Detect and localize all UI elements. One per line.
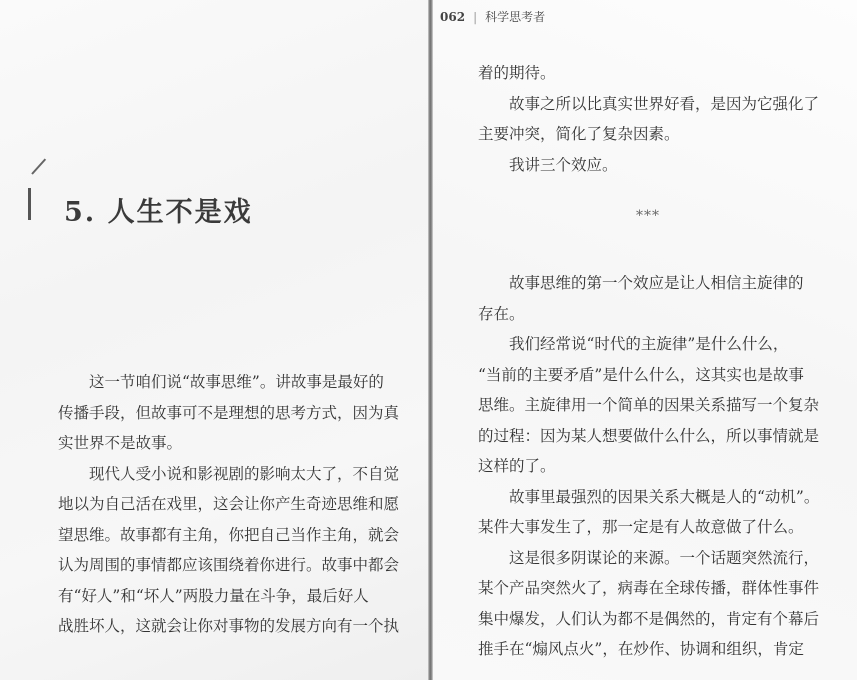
text-line: 我讲三个效应。 — [509, 155, 618, 174]
text-line: 望思维。故事都有主角，你把自己当作主角，就会 — [58, 525, 400, 544]
running-header — [440, 8, 545, 25]
text-line: 战胜坏人，这就会让你对事物的发展方向有一个执 — [58, 617, 400, 635]
text-line: 存在。 — [478, 304, 525, 323]
text-line: 这是很多阴谋论的来源。一个话题突然流行， — [509, 548, 820, 567]
text-line: 地以为自己活在戏里，这会让你产生奇迹思维和愿 — [58, 495, 400, 513]
chapter-mark-bar — [28, 188, 31, 220]
text-line: 传播手段，但故事可不是理想的思考方式，因为真 — [58, 403, 400, 422]
text-line: 故事思维的第一个效应是让人相信主旋律的 — [509, 274, 804, 292]
left-body-text — [58, 367, 398, 642]
text-line: 故事里最强烈的因果关系大概是人的“动机”。 — [509, 487, 820, 506]
header-separator: | — [473, 10, 478, 24]
book-title: 科学思考者 — [485, 10, 546, 24]
chapter-title: 5. 人生不是戏 — [64, 197, 253, 228]
right-body-text-top — [478, 58, 838, 180]
text-line: 某件大事发生了，那一定是有人故意做了什么。 — [478, 518, 804, 536]
text-line: “当前的主要矛盾”是什么什么，这其实也是故事 — [478, 365, 804, 384]
text-line: 实世界不是故事。 — [58, 434, 183, 452]
text-line: 现代人受小说和影视剧的影响太大了，不自觉 — [89, 464, 400, 483]
text-line: 着的期待。 — [478, 64, 556, 82]
right-body-text-bottom — [478, 268, 838, 665]
page-number: 062 — [440, 10, 466, 24]
text-line: 我们经常说“时代的主旋律”是什么什么， — [509, 335, 789, 353]
text-line: 这一节咱们说“故事思维”。讲故事是最好的 — [89, 373, 384, 391]
text-line: 故事之所以比真实世界好看，是因为它强化了 — [509, 94, 820, 113]
text-line: 主要冲突，简化了复杂因素。 — [478, 125, 680, 143]
text-line: 认为周围的事情都应该围绕着你进行。故事中都会 — [58, 556, 400, 574]
text-line: 的过程：因为某人想要做什么什么，所以事情就是 — [478, 426, 820, 445]
text-line: 推手在“煽风点火”，在炒作、协调和组织，肯定 — [478, 640, 804, 658]
text-line: 这样的了。 — [478, 457, 556, 475]
text-line: 有“好人”和“坏人”两股力量在斗争，最后好人 — [58, 586, 369, 605]
section-break: *** — [636, 208, 660, 224]
text-line: 集中爆发，人们认为都不是偶然的，肯定有个幕后 — [478, 609, 820, 628]
text-line: 思维。主旋律用一个简单的因果关系描写一个复杂 — [478, 396, 820, 414]
text-line: 某个产品突然火了，病毒在全球传播，群体性事件 — [478, 579, 820, 597]
